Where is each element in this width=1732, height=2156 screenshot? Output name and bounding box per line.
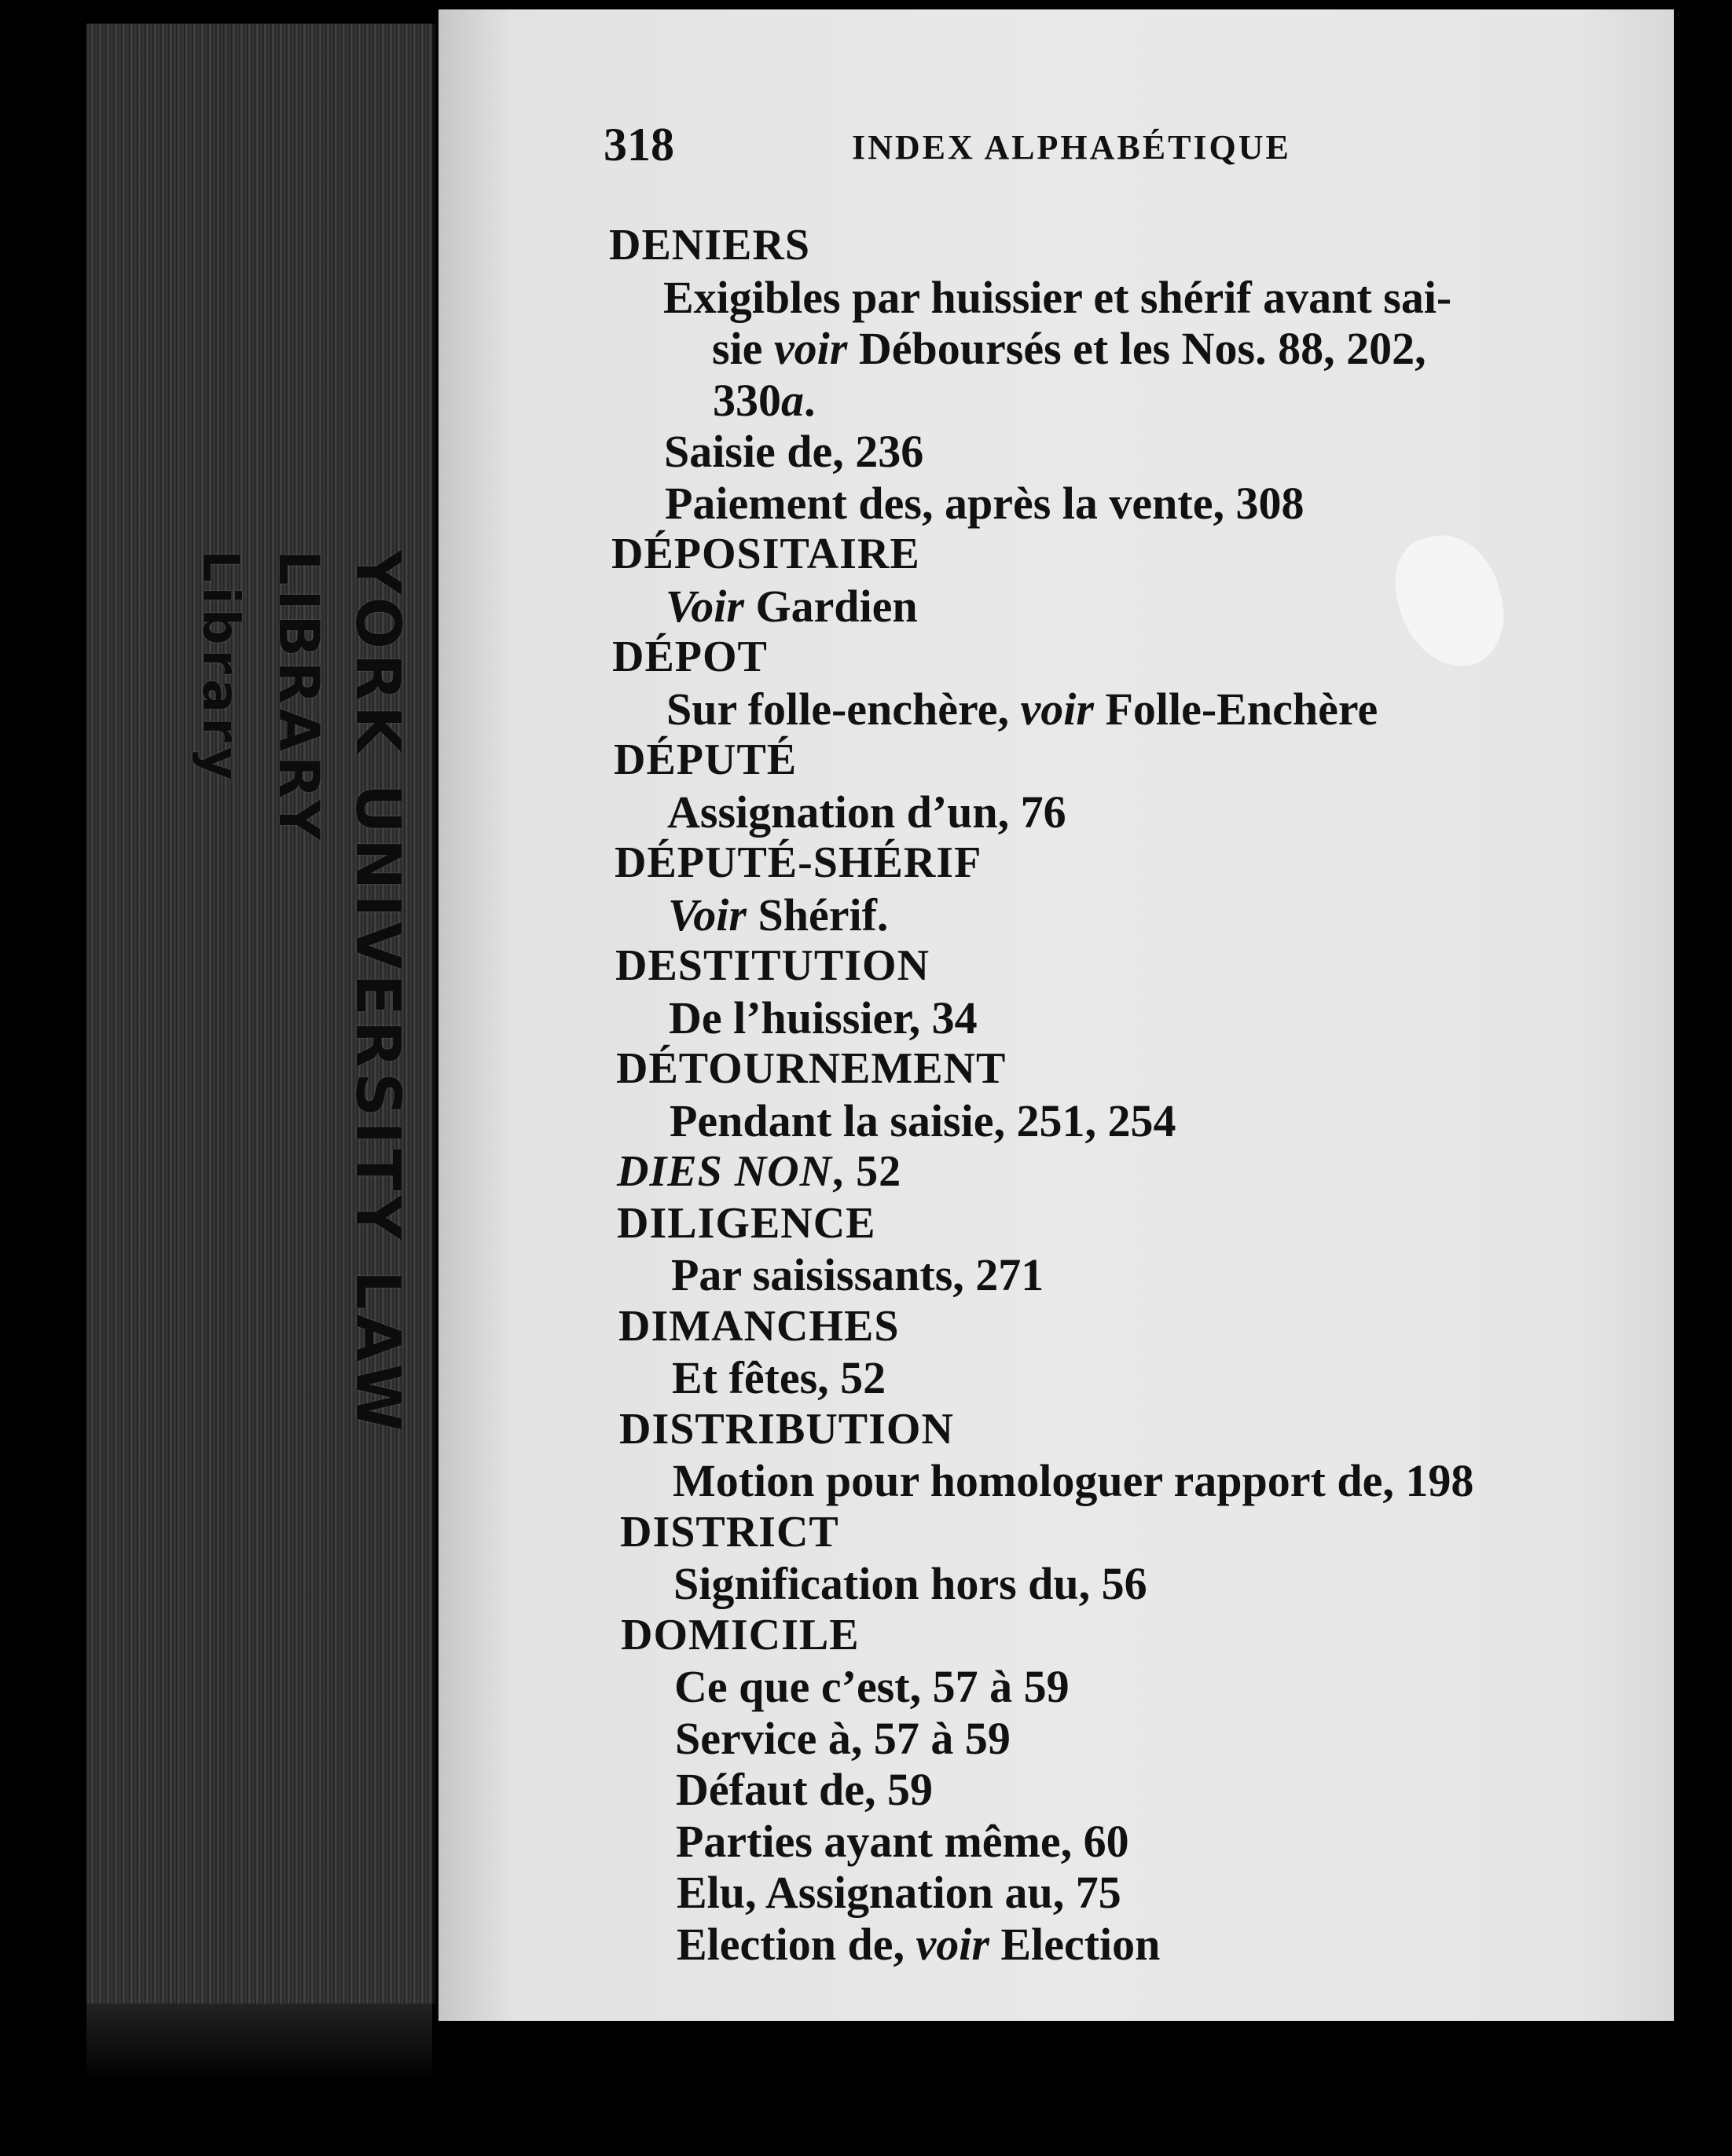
index-heading bbox=[609, 1198, 1576, 1250]
book-edge-shadow bbox=[86, 2004, 432, 2082]
index-subentry bbox=[609, 1867, 1576, 1919]
index-heading bbox=[609, 220, 1576, 272]
stamp-line: Library bbox=[191, 550, 249, 785]
index-heading bbox=[609, 838, 1576, 889]
entry-text: De l’huissier, 34 bbox=[669, 992, 978, 1043]
index-subentry bbox=[609, 581, 1576, 632]
scan-border-right bbox=[1674, 0, 1732, 2156]
entry-text: Assignation d’un, 76 bbox=[667, 786, 1066, 838]
index-subentry bbox=[609, 272, 1576, 324]
page-number: 318 bbox=[604, 119, 674, 170]
index-subentry bbox=[609, 992, 1576, 1044]
entry-text: . bbox=[804, 374, 816, 426]
index-subentry bbox=[609, 1816, 1576, 1868]
italic-text: DIES NON bbox=[617, 1147, 833, 1196]
index-subentry bbox=[609, 1661, 1576, 1713]
entry-text: Election de, bbox=[677, 1918, 916, 1970]
entry-text: Elu, Assignation au, 75 bbox=[677, 1867, 1121, 1918]
entry-text: DÉTOURNEMENT bbox=[616, 1044, 1007, 1093]
entry-text: Election bbox=[989, 1918, 1161, 1970]
entry-text: Déboursés et les Nos. 88, 202, bbox=[847, 323, 1426, 374]
stamp-line: YORK UNIVERSITY LAW bbox=[342, 550, 413, 1436]
index-heading bbox=[609, 1146, 1576, 1198]
entry-text: 330 bbox=[713, 374, 781, 426]
entry-text: Shérif. bbox=[746, 889, 889, 940]
entry-text: Service à, 57 à 59 bbox=[675, 1712, 1011, 1764]
index-heading bbox=[609, 529, 1576, 581]
index-heading bbox=[609, 632, 1576, 684]
index-subentry bbox=[609, 1713, 1576, 1765]
entry-text: DÉPUTÉ-SHÉRIF bbox=[615, 838, 982, 887]
index-entries bbox=[609, 220, 1576, 1970]
italic-text: voir bbox=[773, 323, 848, 374]
entry-text: DISTRICT bbox=[620, 1507, 839, 1556]
entry-text: DILIGENCE bbox=[617, 1198, 876, 1248]
entry-text: DÉPOT bbox=[612, 632, 768, 681]
entry-text: , 52 bbox=[832, 1147, 902, 1196]
entry-text: Saisie de, 236 bbox=[664, 426, 924, 477]
entry-text: Par saisissants, 271 bbox=[671, 1249, 1044, 1300]
scan-border-top bbox=[0, 0, 1732, 9]
index-heading bbox=[609, 940, 1576, 992]
index-heading bbox=[609, 1301, 1576, 1353]
index-subentry bbox=[609, 1249, 1576, 1301]
index-subentry bbox=[609, 1919, 1576, 1971]
entry-text: DIMANCHES bbox=[618, 1301, 900, 1351]
entry-text: DÉPUTÉ bbox=[614, 735, 798, 784]
entry-text: Folle-Enchère bbox=[1093, 683, 1378, 735]
italic-text: voir bbox=[1020, 683, 1094, 735]
entry-text: Parties ayant même, 60 bbox=[676, 1815, 1129, 1867]
index-heading bbox=[609, 1610, 1576, 1662]
page-title: INDEX ALPHABÉTIQUE bbox=[852, 128, 1291, 167]
entry-text: DÉPOSITAIRE bbox=[611, 530, 920, 578]
entry-text: Et fêtes, 52 bbox=[672, 1352, 886, 1403]
index-subentry bbox=[609, 1352, 1576, 1404]
entry-text: Ce que c’est, 57 à 59 bbox=[674, 1661, 1070, 1712]
index-subentry bbox=[609, 426, 1576, 478]
index-subentry bbox=[609, 786, 1576, 838]
italic-text: Voir bbox=[666, 580, 744, 632]
entry-text: Paiement des, après la vente, 308 bbox=[665, 477, 1305, 529]
index-subentry bbox=[609, 1095, 1576, 1147]
index-subentry bbox=[609, 375, 1576, 427]
entry-text: Exigibles par huissier et shérif avant sai- bbox=[663, 271, 1452, 323]
index-subentry bbox=[609, 1558, 1576, 1610]
index-subentry bbox=[609, 478, 1576, 530]
italic-text: voir bbox=[916, 1918, 989, 1970]
index-subentry bbox=[609, 1455, 1576, 1507]
library-stamp bbox=[181, 550, 416, 1807]
entry-text: sie bbox=[712, 323, 774, 374]
index-subentry bbox=[609, 684, 1576, 735]
index-heading bbox=[609, 1507, 1576, 1559]
entry-text: Pendant la saisie, 251, 254 bbox=[670, 1094, 1176, 1146]
italic-text: a bbox=[781, 374, 804, 426]
index-subentry bbox=[609, 1764, 1576, 1816]
entry-text: DOMICILE bbox=[621, 1610, 860, 1659]
entry-text: Gardien bbox=[743, 580, 918, 632]
index-heading bbox=[609, 735, 1576, 786]
index-subentry bbox=[609, 889, 1576, 941]
index-heading bbox=[609, 1043, 1576, 1095]
italic-text: Voir bbox=[668, 889, 747, 940]
entry-text: Signification hors du, 56 bbox=[673, 1558, 1147, 1609]
entry-text: DENIERS bbox=[609, 221, 810, 270]
entry-text: DESTITUTION bbox=[615, 941, 930, 990]
entry-text: Défaut de, 59 bbox=[676, 1764, 934, 1815]
running-head bbox=[604, 118, 1389, 181]
entry-text: Sur folle-enchère, bbox=[666, 683, 1021, 735]
stamp-line: LIBRARY bbox=[266, 550, 331, 845]
index-subentry bbox=[609, 323, 1576, 375]
entry-text: Motion pour homologuer rapport de, 198 bbox=[673, 1455, 1474, 1506]
index-heading bbox=[609, 1404, 1576, 1456]
scan-border-bottom bbox=[432, 2021, 1732, 2156]
entry-text: DISTRIBUTION bbox=[619, 1404, 954, 1454]
